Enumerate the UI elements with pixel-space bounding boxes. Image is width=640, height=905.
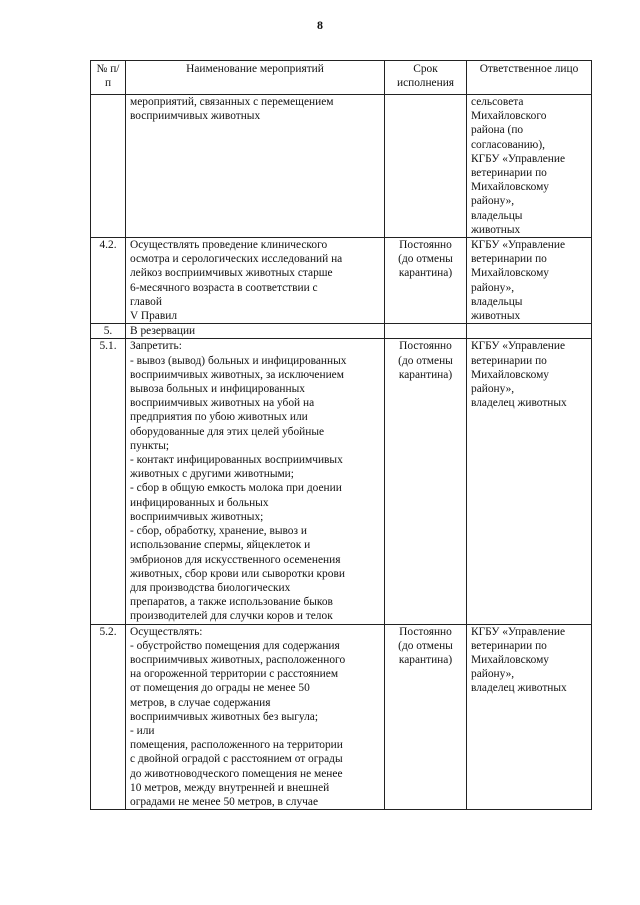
measure-text-cell [126, 324, 385, 339]
measure-text-line: восприимчивых животных, за исключением [130, 368, 344, 381]
measure-text-line: - вывоз (вывод) больных и инфицированных [130, 354, 347, 367]
measure-text-line: Осуществлять проведение клинического [130, 239, 328, 252]
responsible-text-line: Михайловскому [471, 267, 550, 280]
term-text-line: (до отмены [398, 253, 453, 266]
measure-text-line: предприятия по убою животных или [130, 411, 308, 424]
measure-text-line: пункты; [130, 439, 170, 452]
responsible-text-cell [467, 238, 592, 324]
responsible-text-line: животных [471, 310, 521, 323]
measure-text-line: восприимчивых животных [130, 110, 261, 123]
responsible-text-line: району», [471, 281, 515, 294]
row-number: 4.2. [91, 238, 126, 324]
term-text-line: Постоянно [399, 340, 452, 353]
responsible-text-line: животных [471, 223, 521, 236]
measure-text-line: - контакт инфицированных восприимчивых [130, 454, 343, 467]
responsible-text-line: владельцы [471, 295, 523, 308]
measure-text-line: животных, сбор крови или сыворотки крови [130, 567, 345, 580]
table-row [91, 624, 592, 810]
table-row [91, 95, 592, 238]
measure-text-line: 10 метров, между внутренней и внешней [130, 781, 330, 794]
term-text-line: Постоянно [399, 239, 452, 252]
header-term: Срок исполнения [385, 61, 467, 95]
responsible-text-line: району», [471, 195, 515, 208]
measure-text-line: Запретить: [130, 340, 182, 353]
measure-text-line: с двойной оградой с расстоянием от ограды [130, 753, 343, 766]
table-row [91, 339, 592, 624]
responsible-text-line: району», [471, 383, 515, 396]
measure-text-line: восприимчивых животных; [130, 510, 264, 523]
responsible-text-line: Михайловскому [471, 653, 550, 666]
measure-text-line: - или [130, 724, 155, 737]
measure-text-line: главой [130, 295, 162, 308]
term-text-line: карантина) [398, 267, 453, 280]
responsible-text-line: району», [471, 668, 515, 681]
measure-text-line: восприимчивых животных без выгула; [130, 710, 318, 723]
measure-text-line: 6-месячного возраста в соответствии с [130, 281, 318, 294]
responsible-text-cell [467, 324, 592, 339]
responsible-text-line: Михайловскому [471, 181, 550, 194]
measure-text-line: - сбор в общую емкость молока при доении [130, 482, 342, 495]
measure-text-line: от помещения до ограды не менее 50 [130, 682, 310, 695]
measure-text-line: оградами не менее 50 метров, в случае [130, 795, 319, 808]
term-text-cell [385, 624, 467, 810]
measure-text-line: эмбрионов для искусственного осеменения [130, 553, 341, 566]
term-text-line: Постоянно [399, 625, 452, 638]
responsible-text-line: района (по [471, 124, 524, 137]
responsible-text-line: ветеринарии по [471, 167, 547, 180]
measure-text-line: оборудованные для этих целей убойные [130, 425, 325, 438]
measure-text-line: метров, в случае содержания [130, 696, 271, 709]
measure-text-line: восприимчивых животных, расположенного [130, 653, 346, 666]
responsible-text-line: владелец животных [471, 397, 567, 410]
term-text-cell [385, 324, 467, 339]
term-text-cell [385, 95, 467, 238]
measure-text-line: V Правил [130, 310, 178, 323]
measure-text-line: производителей для случки коров и телок [130, 610, 333, 623]
measure-text-line: помещения, расположенного на территории [130, 739, 343, 752]
measure-text-line: мероприятий, связанных с перемещением [130, 96, 334, 108]
header-responsible: Ответственное лицо [467, 61, 592, 95]
table-header-row [91, 61, 592, 95]
header-num: № п/п [91, 61, 126, 95]
responsible-text-cell [467, 95, 592, 238]
responsible-text-line: Михайловскому [471, 368, 550, 381]
measure-text-cell [126, 624, 385, 810]
row-number: 5.2. [91, 624, 126, 810]
responsible-text-line: ветеринарии по [471, 639, 547, 652]
responsible-text-line: сельсовета [471, 96, 524, 108]
measure-text-line: вывоза больных и инфицированных [130, 383, 305, 396]
responsible-text-line: согласованию), [471, 138, 545, 151]
measure-text-cell [126, 339, 385, 624]
measure-text-line: В резервации [130, 325, 196, 338]
responsible-text-line: ветеринарии по [471, 253, 547, 266]
responsible-text-line: КГБУ «Управление [471, 625, 566, 638]
measure-text-line: - сбор, обработку, хранение, вывоз и [130, 525, 307, 538]
responsible-text-line: КГБУ «Управление [471, 340, 566, 353]
measure-text-cell [126, 95, 385, 238]
responsible-text-line: владельцы [471, 209, 523, 222]
row-number [91, 95, 126, 238]
responsible-text-line: Михайловского [471, 110, 547, 123]
responsible-text-line: КГБУ «Управление [471, 152, 566, 165]
measure-text-line: осмотра и серологических исследований на [130, 253, 343, 266]
term-text-line: (до отмены [398, 639, 453, 652]
measure-text-line: лейкоз восприимчивых животных старше [130, 267, 333, 280]
row-number: 5.1. [91, 339, 126, 624]
measure-text-line: животных с другими животными; [130, 468, 294, 481]
row-number: 5. [91, 324, 126, 339]
responsible-text-line: владелец животных [471, 682, 567, 695]
measure-text-line: Осуществлять: [130, 625, 203, 638]
measure-text-line: - обустройство помещения для содержания [130, 639, 340, 652]
term-text-cell [385, 339, 467, 624]
measure-text-line: для производства биологических [130, 581, 291, 594]
measure-text-line: препаратов, а также использование быков [130, 596, 333, 609]
table-row [91, 324, 592, 339]
measure-text-line: восприимчивых животных на убой на [130, 397, 315, 410]
term-text-cell [385, 238, 467, 324]
page-number: 8 [317, 18, 323, 32]
measure-text-line: до животноводческого помещения не менее [130, 767, 343, 780]
term-text-line: карантина) [398, 653, 453, 666]
measures-table [90, 60, 592, 810]
measure-text-line: использование спермы, яйцеклеток и [130, 539, 311, 552]
term-text-line: карантина) [398, 368, 453, 381]
measure-text-line: на огороженной территории с расстоянием [130, 668, 339, 681]
term-text-line: (до отмены [398, 354, 453, 367]
header-name: Наименование мероприятий [126, 61, 385, 95]
table-row [91, 238, 592, 324]
measure-text-line: инфицированных и больных [130, 496, 269, 509]
responsible-text-line: ветеринарии по [471, 354, 547, 367]
measure-text-cell [126, 238, 385, 324]
responsible-text-line: КГБУ «Управление [471, 239, 566, 252]
responsible-text-cell [467, 339, 592, 624]
responsible-text-cell [467, 624, 592, 810]
